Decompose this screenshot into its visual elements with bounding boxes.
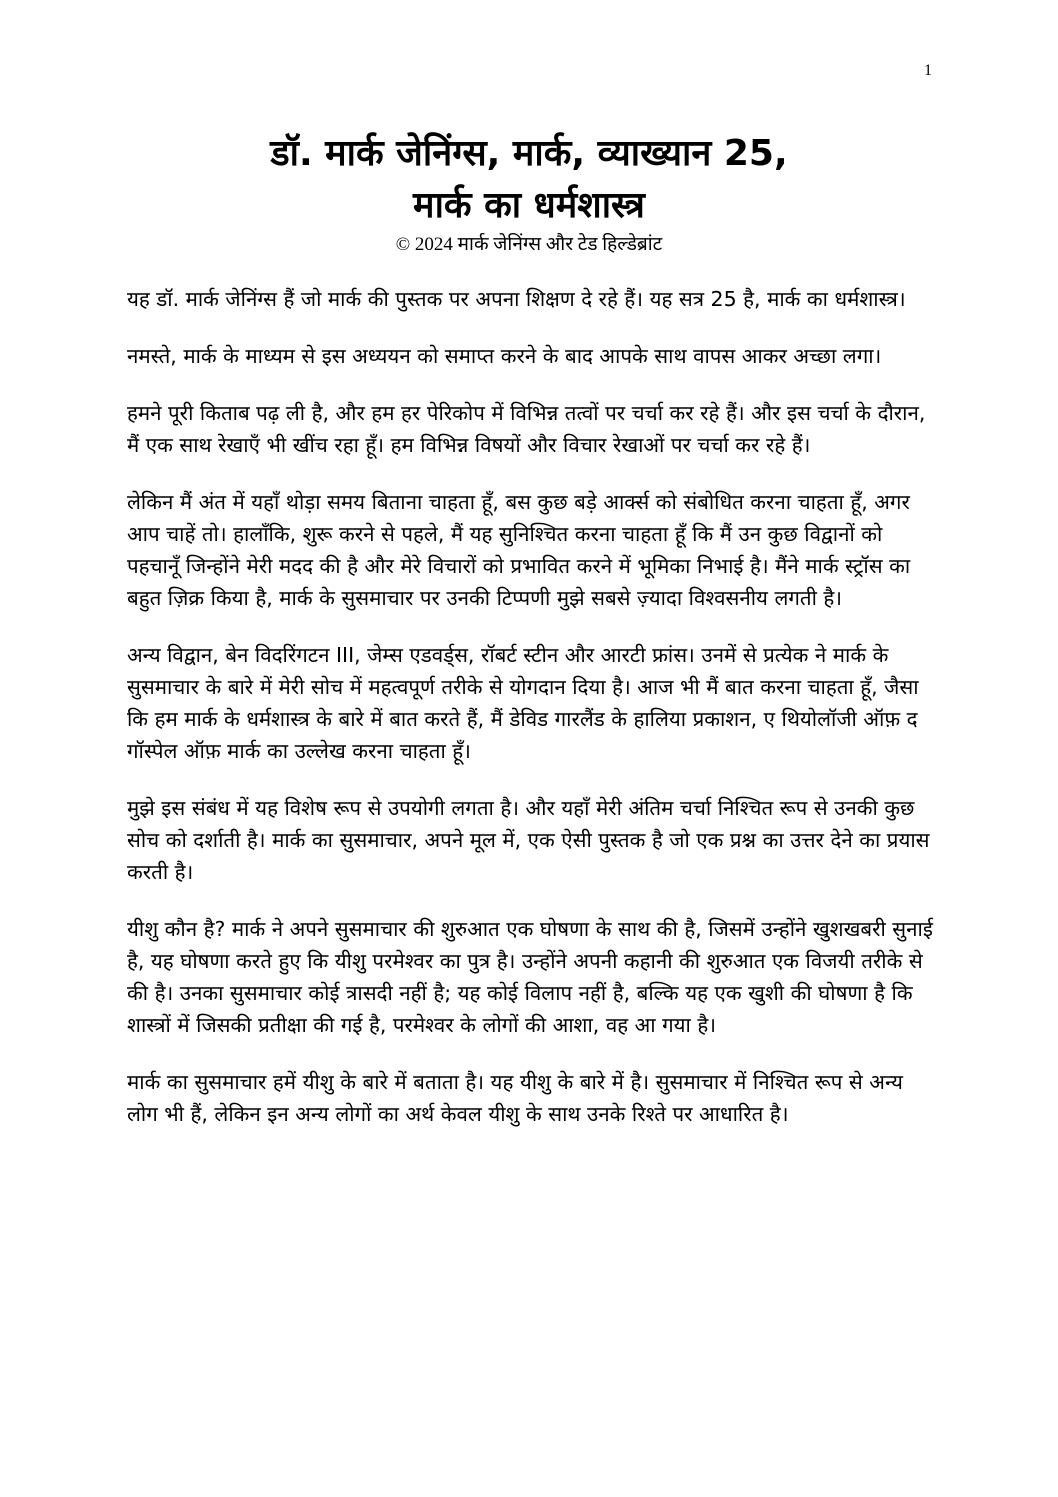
paragraph: हमने पूरी किताब पढ़ ली है, और हम हर पेरिकोप में विभिन्न तत्वों पर चर्चा कर रहे हैं। और इस चर्चा के दौरान, मैं एक साथ रेखाएँ भी खींच रहा हूँ। हम विभिन्न विषयों और विचार रेखाओं पर चर्चा कर रहे हैं।	[127, 401, 926, 457]
paragraph: मार्क का सुसमाचार हमें यीशु के बारे में बताता है। यह यीशु के बारे में है। सुसमाचार में निश्चित रूप से अन्य लोग भी हैं, लेकिन इन अन्य लोगों का अर्थ केवल यीशु के साथ उनके रिश्ते पर आधारित है।	[127, 1070, 903, 1126]
paragraph: लेकिन मैं अंत में यहाँ थोड़ा समय बिताना चाहता हूँ, बस कुछ बड़े आर्क्स को संबोधित करना चाहता हूँ, अगर आप चाहें तो। हालाँकि, शुरू करने से पहले, मैं यह सुनिश्चित करना चाहता हूँ कि मैं उन कुछ विद्वानों को पहचानूँ जिन्होंने मेरी मदद की है और मेरे विचारों को प्रभावित करने में भूमिका निभाई है। मैंने मार्क स्ट्रॉस का बहुत ज़िक्र किया है, मार्क के सुसमाचार पर उनकी टिप्पणी मुझे सबसे ज़्यादा विश्वसनीय लगती है।	[127, 490, 911, 610]
title-line-2: मार्क का धर्मशास्त्र	[413, 185, 645, 226]
copyright-line: © 2024 मार्क जेनिंग्स और टेड हिल्डेब्रांट	[395, 234, 663, 255]
paragraph: यह डॉ. मार्क जेनिंग्स हैं जो मार्क की पुस्तक पर अपना शिक्षण दे रहे हैं। यह सत्र 25 है, मार्क का धर्मशास्त्र।	[127, 287, 906, 311]
paragraph: नमस्ते, मार्क के माध्यम से इस अध्ययन को समाप्त करने के बाद आपके साथ वापस आकर अच्छा लगा।	[127, 344, 882, 368]
document-title	[100, 128, 958, 232]
document-body	[127, 283, 935, 1155]
paragraph: यीशु कौन है? मार्क ने अपने सुसमाचार की शुरुआत एक घोषणा के साथ की है, जिसमें उन्होंने खुशखबरी सुनाई है, यह घोषणा करते हुए कि यीशु परमेश्वर का पुत्र है। उन्होंने अपनी कहानी की शुरुआत एक विजयी तरीके से की है। उनका सुसमाचार कोई त्रासदी नहीं है; यह कोई विलाप नहीं है, बल्कि यह एक खुशी की घोषणा है कि शास्त्रों में जिसकी प्रतीक्षा की गई है, परमेश्वर के लोगों की आशा, वह आ गया है।	[127, 917, 933, 1037]
title-block	[100, 128, 958, 258]
paragraph: मुझे इस संबंध में यह विशेष रूप से उपयोगी लगता है। और यहाँ मेरी अंतिम चर्चा निश्चित रूप से उनकी कुछ सोच को दर्शाती है। मार्क का सुसमाचार, अपने मूल में, एक ऐसी पुस्तक है जो एक प्रश्न का उत्तर देने का प्रयास करती है।	[127, 796, 930, 884]
page-number: 1	[924, 62, 932, 79]
paragraph: अन्य विद्वान, बेन विदरिंगटन III, जेम्स एडवर्ड्स, रॉबर्ट स्टीन और आरटी फ्रांस। उनमें से प्रत्येक ने मार्क के सुसमाचार के बारे में मेरी सोच में महत्वपूर्ण तरीके से योगदान दिया है। आज भी मैं बात करना चाहता हूँ, जैसा कि हम मार्क के धर्मशास्त्र के बारे में बात करते हैं, मैं डेविड गारलैंड के हालिया प्रकाशन, ए थियोलॉजी ऑफ़ द गॉस्पेल ऑफ़ मार्क का उल्लेख करना चाहता हूँ।	[127, 643, 919, 763]
title-line-1: डॉ. मार्क जेनिंग्स, मार्क, व्याख्यान 25,	[270, 133, 788, 174]
